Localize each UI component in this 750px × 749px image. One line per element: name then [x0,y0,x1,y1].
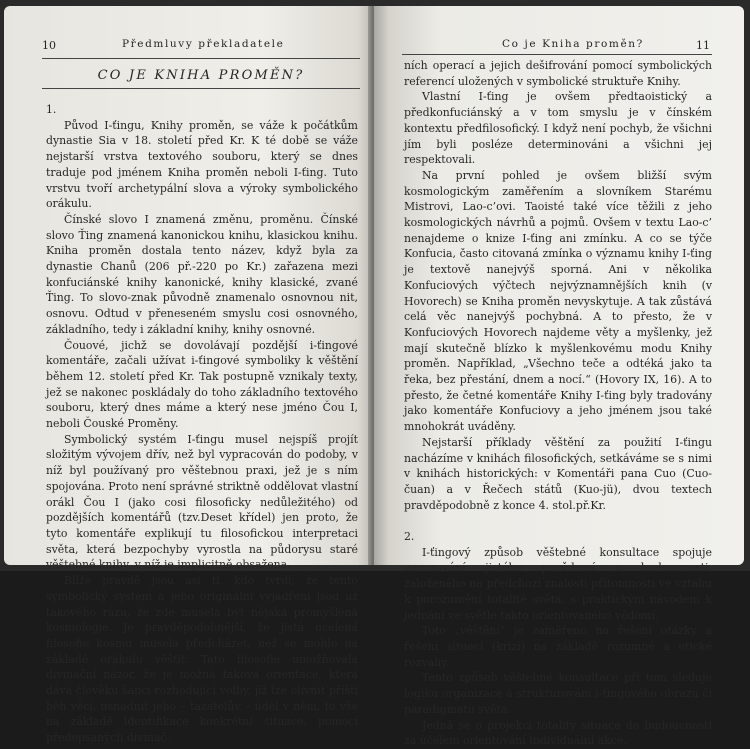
paragraph: Na první pohled je ovšem bližší svým kosmologickým zaměřením a slovníkem Starému Mistrovi, Lao-c’ovi. Taoisté také více těžili z jeho kosmologických návrhů a pojmů. Ovšem v textu Lao-c’ nenajdeme o knize I-ťing ani zmínku. A co se týče Konfucia, často citovaná zmínka o významu knihy I-ťing je textově nanejvýš sporná. Ani v několika Konfuciových výčtech nejvýznamnějších knih (v Hovorech) se Kniha proměn nevyskytuje. A tak zůstává celá věc nanejvýš pochybná. A to přesto, že v Konfuciových Hovorech najdeme věty a myšlenky, jež mají skutečně blízko k myšlenkovému modu Knihy proměn. Například, „Všechno teče a odtéká jako ta řeka, bez přestání, dnem a nocí.“ (Hovory IX, 16). A to přesto, že četné komentáře Knihy I-ťing byly tradovány jako komentáře Konfuciovy a jeho jménem jsou také mnohokrát uváděny. [404,168,712,434]
paragraph: Blíže pravdě jsou asi ti, kdo tvrdí, že tento symbolický systém a jeho originální vyjádření jsou už takového rázu, že zde musela být nějaká promyšlená kosmologie. Je pravděpodobnější, že jistá ucelená filosofie kosmu musela předcházet, než se mohlo na základě orákulu věštit. Tato filosofie umožňovala divinační názor, že je možná taková orientace, která dává člověku šanci rozhodující volby, jíž lze olivnit příští běh věcí, usnadnit jeho – tazatelův – úděl v něm, to vše na základě identifikace konkrétní situace, pomocí předepsaných divinač- [46,574,358,745]
section-number-1: 1. [46,103,57,116]
right-page [374,6,744,748]
section-number-2: 2. [404,530,415,544]
paragraph: Nejstarší příklady věštění za použití I-ťingu nacházíme v knihách filosofických, setkáváme se s nimi v knihách historických: v Komentáři pana Cuo (Cuo-čuan) a v Řečech států (Kuo-jü), dvou textech pravděpodobně z konce 4. stol.př.Kr. [404,435,712,512]
right-text-block [404,58,712,749]
left-text-block [46,102,358,746]
paragraph: Čínské slovo I znamená změnu, proměnu. Čínské slovo Ťing znamená kanonickou knihu, klasickou knihu. Kniha proměn dostala tento název, když byla za dynastie Chanů (206 př.-220 po Kr.) zařazena mezi konfuciánské knihy kanonické, knihy klasické, zvané Ťing. To slovo-znak původně znamenalo osnovnou nit, osnovu. Odtud v přeneseném smyslu cosi osnovného, základního, tedy i základní knihy, knihy osnovné. [46,212,358,336]
running-header-left: Předmluvy překladatele [122,38,285,50]
paragraph: Čouové, jichž se dovolávají pozdější i-ťingové komentáře, začali užívat i-ťingové symboliky k věštění během 12. století před Kr. Tak postupně vznikaly texty, jež se nakonec poskládaly do toho základního textového souboru, který dnes máme a který nese jméno Čou I, neboli Čouské Proměny. [46,338,358,431]
paragraph: ních operací a jejich dešifrování pomocí symbolických referencí uložených v symbolické struktuře Knihy. [404,59,712,88]
paragraph: Jedná se o projekci totality situace do budoucnosti za účelem orientování individuální akce. [404,718,712,748]
paragraph: Původ I-ťingu, Knihy proměn, se váže k počátkům dynastie Sia v 18. století před Kr. K té době se váže nejstarší vrstva textového souboru, který se dnes traduje pod jménem Kniha proměn neboli I-ťing. Tuto vrstvu tvoří archetypální slova a výroky symbolického orákulu. [46,118,358,211]
paragraph: Toto „věštění“ je zaměřeno na řešení otázky a řešení situací (krizí) na základě rozumné a etické rozvahy. [404,624,712,669]
chapter-title: CO JE KNIHA PROMĚN? [97,68,305,83]
paragraph: Symbolický systém I-ťingu musel nejspíš projít složitým vývojem dřív, než byl vypracován do podoby, v níž byl používaný pro věštebnou praxi, jež je s ním spojována. Proto není správné striktně oddělovat vlastní orákl Čou I (jako cosi filosoficky nedůležitého) od pozdějších komentářů (tzv.Deset křídel) jen proto, že tyto komentáře explikují tu filosofickou interpretaci světa, která bezpochyby vyrostla na půdorysu staré věštebné knihy, v níž je implicitně obsažena. [46,432,358,572]
page-number-right: 11 [696,39,710,52]
paragraph: I-ťingový způsob věštebné konsultace spojuje navozování jistého povědomí o budoucnosti, založeného na předchozí znalosti přítomnosti ve vztahu k porozumění totalitě světa, s praktickým návodem k jednání ve světle takto orientovaného vědomí. [404,545,712,622]
left-page [4,6,372,745]
section-gap [404,513,712,529]
running-header-right: Co je Kniha proměn? [502,38,644,50]
paragraph: Tento způsob věštebné konsultace při tom sleduje logiku organizace a strukturování i-ťingového obrazu či paradigmatu světa. [404,671,712,716]
paragraph: Vlastní I-ťing je ovšem předtaoistický a předkonfuciánský a v tom smyslu je v čínském kontextu předfilosofický. I když není pochyb, že všichni jím byli posléze determinováni a všichni jej respektovali. [404,90,712,167]
header-rule-left [42,58,360,59]
page-number-left: 10 [42,39,56,52]
title-rule [42,88,360,89]
header-rule-right [402,54,712,55]
